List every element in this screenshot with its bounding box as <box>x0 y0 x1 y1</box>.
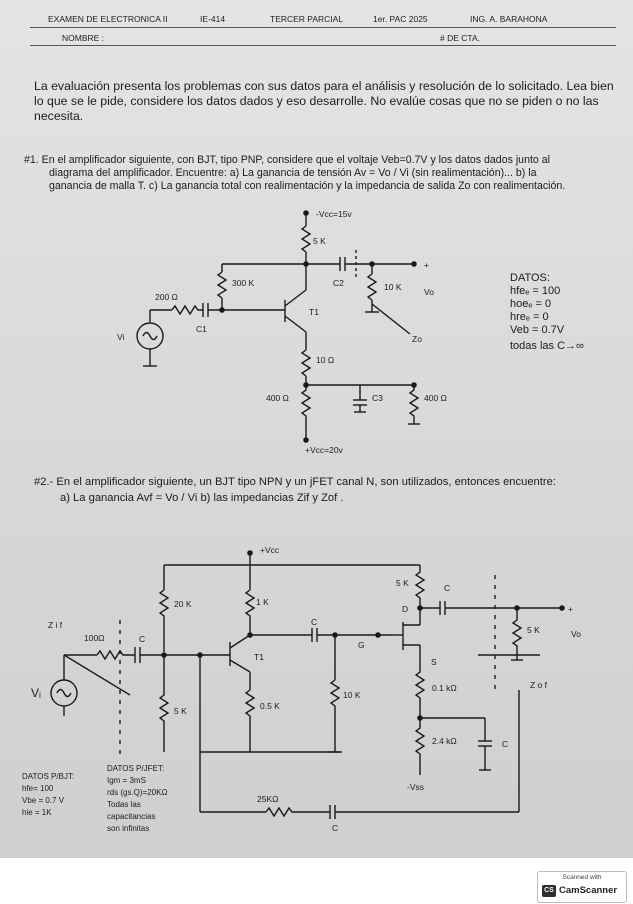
c2-datos-bjt-2: Vbe = 0.7 V <box>22 796 65 805</box>
c2-r1k: 1 K <box>256 597 269 607</box>
c1-r10: 10 Ω <box>316 355 335 365</box>
c2-c-bypass: C <box>502 739 509 749</box>
resistor-5k <box>302 226 310 252</box>
resistor-1k <box>246 590 254 635</box>
c2-datos-jfet-3: Todas las <box>107 800 141 809</box>
c2-datos-bjt-3: hie = 1K <box>22 808 52 817</box>
exam-title: EXAMEN DE ELECTRONICA II <box>48 14 168 24</box>
c2-r5k-load: 5 K <box>527 625 540 635</box>
c1-r200: 200 Ω <box>155 292 178 302</box>
c1-zo: Zo <box>412 334 422 344</box>
c1-c2: C2 <box>333 278 344 288</box>
account-label: # DE CTA. <box>440 33 480 43</box>
c2-r24k: 2.4 kΩ <box>432 736 457 746</box>
name-label: NOMBRE : <box>62 33 105 43</box>
c1-datos-2: hoeₑ = 0 <box>510 298 552 310</box>
c2-zof: Z o f <box>530 680 548 690</box>
c2-datos-bjt-1: hfe= 100 <box>22 784 54 793</box>
c1-vi: Vi <box>117 332 125 342</box>
resistor-0.5k <box>246 690 254 752</box>
c2-r20k: 20 K <box>174 599 192 609</box>
c1-t1: T1 <box>309 307 319 317</box>
resistor-25k <box>266 808 330 816</box>
resistor-100 <box>97 651 135 659</box>
resistor-300k <box>218 272 226 298</box>
c2-g: G <box>358 640 365 650</box>
c2-zif: Z i f <box>48 620 63 630</box>
c1-vcc-pos: +Vcc=20v <box>305 445 343 455</box>
resistor-5k-drain <box>416 565 424 608</box>
intro-paragraph: La evaluación presenta los problemas con sus datos para el análisis y resolución de lo solicitado. Lea bien lo que se le pide, considere los datos dados y eso desarrolle. No evalúe cosas que no se piden o no las necesita. <box>34 79 614 123</box>
c2-vo: Vo <box>571 629 581 639</box>
problem1-line1: #1. En el amplificador siguiente, con BJT, tipo PNP, considere que el voltaje Veb=0.7V y los datos dados junto al <box>24 154 550 166</box>
c2-datos-jfet-5: son infinitas <box>107 824 150 833</box>
camscanner-logo-icon: CS <box>542 885 556 897</box>
resistor-200 <box>172 306 203 314</box>
resistor-400-right <box>410 385 418 424</box>
c2-vcc: +Vcc <box>260 545 280 555</box>
c1-c3: C3 <box>372 393 383 403</box>
c2-s: S <box>431 657 437 667</box>
resistor-10 <box>302 350 310 376</box>
c1-r5k: 5 K <box>313 236 326 246</box>
c2-vi: Vᵢ <box>31 686 41 700</box>
resistor-5k-bias <box>160 655 168 752</box>
c2-datos-jfet-2: rds (gs.Q)=20KΩ <box>107 788 168 797</box>
c2-datos-jfet-1: Igm = 3mS <box>107 776 146 785</box>
c1-datos-4: Veb = 0.7V <box>510 324 565 336</box>
c1-datos-0: DATOS: <box>510 272 550 284</box>
c2-t1: T1 <box>254 652 264 662</box>
c2-r5k-bias: 5 K <box>174 706 187 716</box>
watermark-caption: Scanned with <box>562 874 602 881</box>
problem1-line3: ganancia de malla T. c) La ganancia total con realimentación y la impedancia de salida Zo con realimentación. <box>49 180 566 192</box>
period-label: 1er. PAC 2025 <box>373 14 428 24</box>
camscanner-watermark <box>537 871 627 903</box>
c2-plus: + <box>568 604 573 614</box>
c2-r01k: 0.1 kΩ <box>432 683 457 693</box>
c1-vcc-neg: -Vcc=15v <box>316 209 352 219</box>
c1-r400-right: 400 Ω <box>424 393 447 403</box>
problem2-line1: #2.- En el amplificador siguiente, un BJT tipo NPN y un jFET canal N, son utilizados, entonces encuentre: <box>34 476 556 488</box>
c2-r5k-drain: 5 K <box>396 578 409 588</box>
resistor-5k-load <box>513 608 521 660</box>
resistor-2.4k <box>416 718 424 775</box>
teacher-label: ING. A. BARAHONA <box>470 14 548 24</box>
c2-d: D <box>402 604 409 614</box>
c2-r10k: 10 K <box>343 690 361 700</box>
resistor-400-left <box>302 385 310 440</box>
problem1-line2: diagrama del amplificador. Encuentre: a) La ganancia de tensión Av = Vo / Vi (sin realimentación)... b) la <box>49 167 537 179</box>
c2-r100: 100Ω <box>84 633 105 643</box>
watermark-brand: CamScanner <box>559 885 618 896</box>
resistor-10k-gate <box>331 680 339 752</box>
c1-c1: C1 <box>196 324 207 334</box>
c1-r400-left: 400 Ω <box>266 393 289 403</box>
c1-plus: + <box>424 260 429 270</box>
c1-datos-3: hreₑ = 0 <box>510 311 549 323</box>
c2-c-out: C <box>444 583 451 593</box>
course-code: IE-414 <box>200 14 226 24</box>
c1-r300k: 300 K <box>232 278 255 288</box>
resistor-0.1k <box>416 662 424 718</box>
c2-c-mid: C <box>311 617 318 627</box>
c2-c-in: C <box>139 634 146 644</box>
partial-label: TERCER PARCIAL <box>270 14 344 24</box>
resistor-20k <box>160 590 168 652</box>
c2-r25k: 25KΩ <box>257 794 279 804</box>
problem2-line2: a) La ganancia Avf = Vo / Vi b) las impedancias Zif y Zof . <box>60 492 344 504</box>
c1-datos-5: todas las C→∞ <box>510 340 584 352</box>
c2-vss: -Vss <box>407 782 424 792</box>
c2-datos-jfet-0: DATOS P/JFET: <box>107 764 165 773</box>
c1-r10k: 10 K <box>384 282 402 292</box>
c2-r05k: 0.5 K <box>260 701 280 711</box>
c2-datos-bjt-0: DATOS P/BJT: <box>22 772 75 781</box>
c2-c-fb: C <box>332 823 339 833</box>
circuit1 <box>137 213 420 440</box>
c1-datos-1: hfeₑ = 100 <box>510 285 561 297</box>
c1-vo: Vo <box>424 287 434 297</box>
c2-datos-jfet-4: capacitancias <box>107 812 156 821</box>
resistor-10k <box>368 274 376 300</box>
